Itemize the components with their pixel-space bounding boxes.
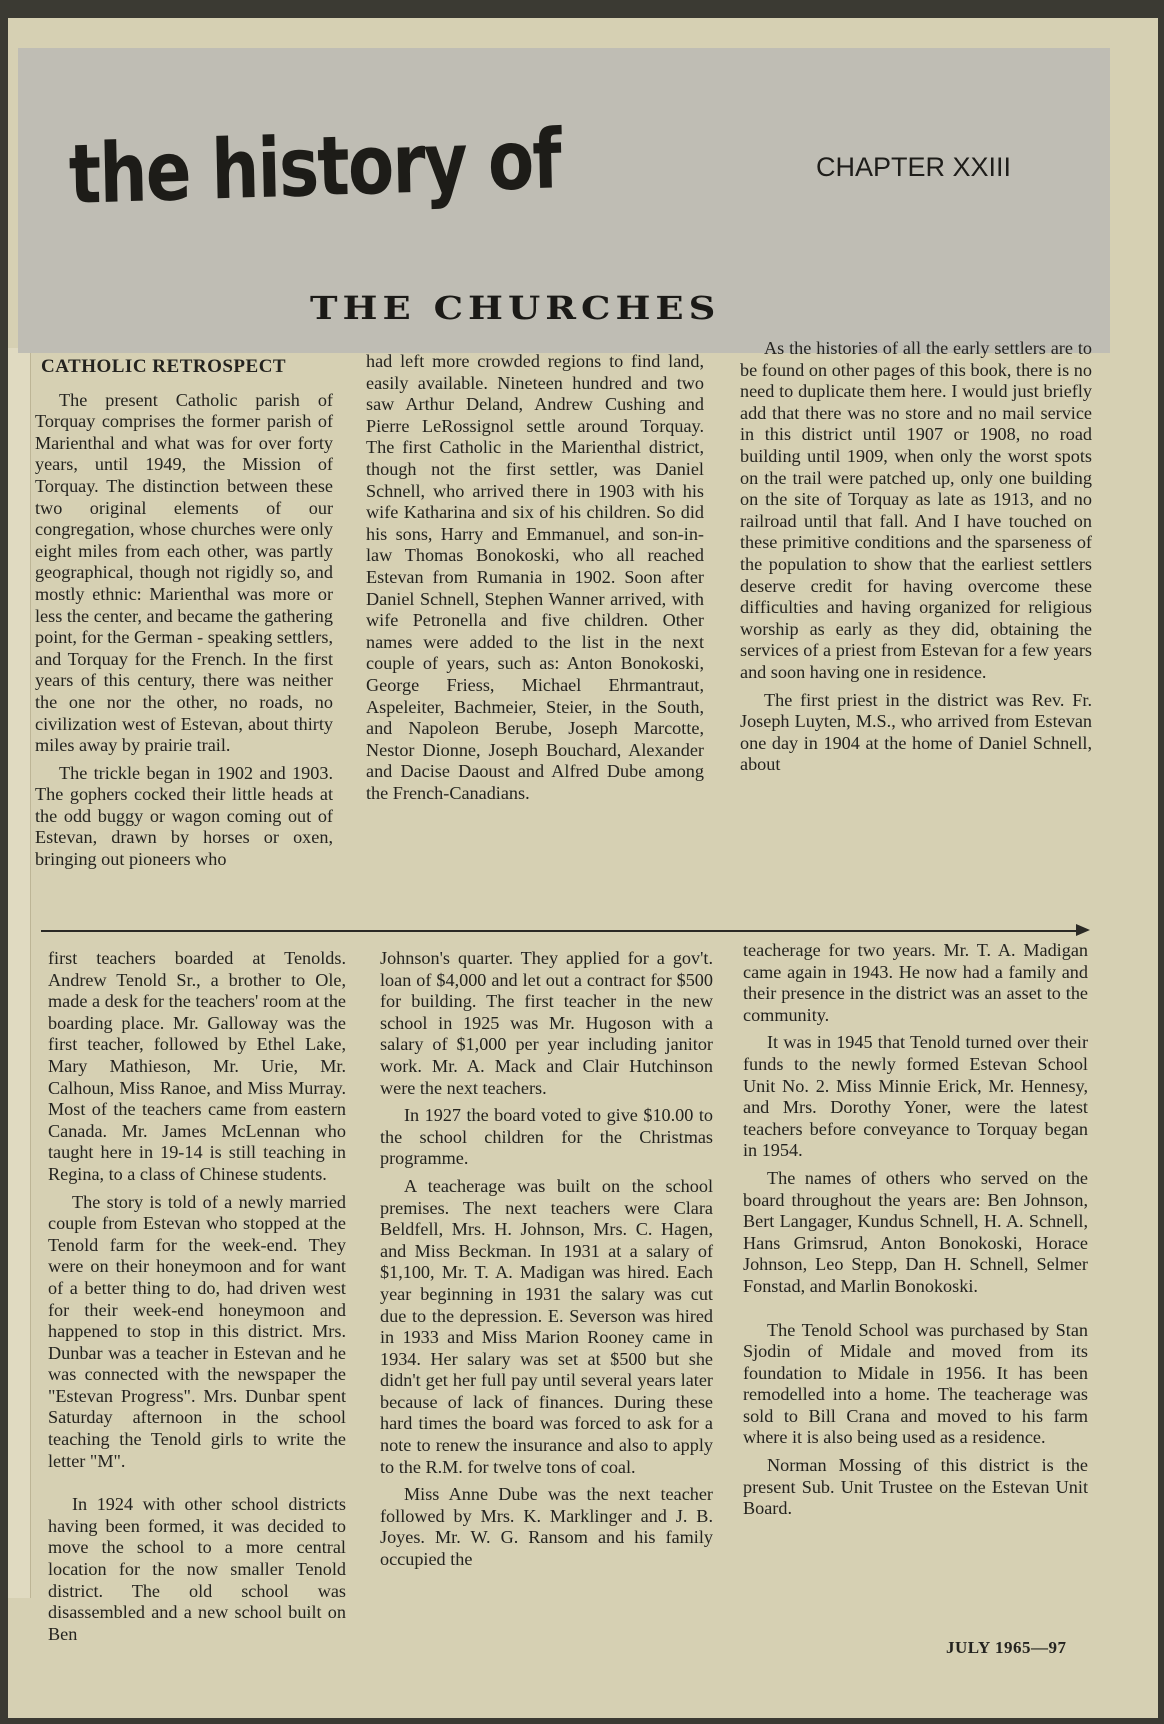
facing-page-edge bbox=[8, 348, 31, 1598]
paragraph: The present Catholic parish of Torquay comprises the former parish of Marienthal and what was for over forty years, until 1949, the Mission of Torquay. The distinction between these two original elements of our congregation, whose churches were only eight miles from each other, was partly geographical, though not rigidly so, and mostly ethnic: Marienthal was more or less the center, and became the gathering point, for the German - speaking settlers, and Torquay for the French. In the first years of this century, there was neither the one nor the other, no roads, no civilization west of Estevan, about thirty miles away by prairie trail. bbox=[35, 389, 333, 756]
chapter-header bbox=[18, 48, 1110, 353]
title-script: the history of bbox=[68, 112, 562, 223]
page-title: THE CHURCHES bbox=[310, 289, 721, 327]
divider-arrow-icon bbox=[1076, 924, 1090, 936]
paragraph: Johnson's quarter. They applied for a gov't. loan of $4,000 and let out a contract for $500 for building. The first teacher in the new school in 1925 was Mr. Hugoson with a salary of $1,000 per year including janitor work. Mr. A. Mack and Clair Hutchinson were the next teachers. bbox=[380, 948, 713, 1098]
section-divider bbox=[41, 930, 1081, 932]
book-page bbox=[8, 18, 1158, 1718]
paragraph: It was in 1945 that Tenold turned over their funds to the newly formed Estevan School Unit No. 2. Miss Minnie Erick, Mr. Hennesy, and Mrs. Dorothy Yoner, were the latest teachers before conveyance to Torquay began in 1954. bbox=[743, 1032, 1088, 1161]
paragraph: The Tenold School was purchased by Stan Sjodin of Midale and moved from its foundation to Midale in 1956. It has been remodelled into a home. The teacherage was sold to Bill Crana and moved to his farm where it is also being used as a residence. bbox=[743, 1319, 1088, 1448]
column-5 bbox=[380, 948, 713, 1571]
paragraph: first teachers boarded at Tenolds. Andrew Tenold Sr., a brother to Ole, made a desk for the teachers' room at the boarding place. Mr. Galloway was the first teacher, followed by Ethel Lake, Mary Mathieson, Mr. Urie, Mr. Calhoun, Miss Ranoe, and Miss Murray. Most of the teachers came from eastern Canada. Mr. James McLennan who taught here in 19-14 is still teaching in Regina, to a class of Chinese students. bbox=[48, 948, 346, 1184]
paragraph: As the histories of all the early settlers are to be found on other pages of this book, there is no need to duplicate them here. I would just briefly add that there was no store and no mail service in this district until 1907 or 1908, no road building until 1909, when only the worst spots on the trail were patched up, only one building on the site of Torquay as late as 1913, and no railroad until that fall. And I have touched on these primitive conditions and the sparseness of the population to show that the earliest settlers deserve credit for having overcome these difficulties and having organized for religious worship as early as they did, obtaining the services of a priest from Estevan for a few years and soon having one in residence. bbox=[740, 338, 1092, 682]
page-footer: JULY 1965—97 bbox=[946, 1638, 1067, 1657]
column-1 bbox=[35, 356, 333, 871]
column-6 bbox=[743, 940, 1088, 1520]
paragraph: The first priest in the district was Rev. Fr. Joseph Luyten, M.S., who arrived from Estevan one day in 1904 at the home of Daniel Schnell, about bbox=[740, 689, 1092, 775]
paragraph: The story is told of a newly married couple from Estevan who stopped at the Tenold farm for the week-end. They were on their honeymoon and for want of a better thing to do, had driven west for their week-end honeymoon and happened to stop in this district. Mrs. Dunbar was a teacher in Estevan and he was connected with the newspaper the "Estevan Progress". Mrs. Dunbar spent Saturday afternoon in the school teaching the Tenold girls to write the letter "M". bbox=[48, 1191, 346, 1471]
paragraph: Miss Anne Dube was the next teacher followed by Mrs. K. Marklinger and J. B. Joyes. Mr. W. G. Ransom and his family occupied the bbox=[380, 1484, 713, 1570]
column-3 bbox=[740, 338, 1092, 776]
paragraph: The names of others who served on the board throughout the years are: Ben Johnson, Bert Langager, Kundus Schnell, H. A. Schnell, Hans Grimsrud, Anton Bonokoski, Horace Johnson, Leo Stepp, Dan H. Schnell, Selmer Fonstad, and Marlin Bonokoski. bbox=[743, 1167, 1088, 1296]
section-heading: CATHOLIC RETROSPECT bbox=[41, 356, 287, 377]
paragraph: Norman Mossing of this district is the present Sub. Unit Trustee on the Estevan Unit Board. bbox=[743, 1455, 1088, 1519]
paragraph: In 1924 with other school districts having been formed, it was decided to move the school to a more central location for the now smaller Tenold district. The old school was disassembled and a new school built on Ben bbox=[48, 1494, 346, 1644]
column-4 bbox=[48, 948, 346, 1645]
column-2 bbox=[366, 351, 704, 804]
paragraph: A teacherage was built on the school premises. The next teachers were Clara Beldfell, Mrs. H. Johnson, Mrs. C. Hagen, and Miss Beckman. In 1931 at a salary of $1,100, Mr. T. A. Madigan was hired. Each year beginning in 1931 the salary was cut due to the depression. E. Severson was hired in 1933 and Miss Marion Rooney came in 1934. Her salary was set at $500 but she didn't get her full pay until several years later because of lack of finances. During these hard times the board was forced to ask for a note to renew the insurance and also to apply to the R.M. for twelve tons of coal. bbox=[380, 1175, 713, 1477]
paragraph: The trickle began in 1902 and 1903. The gophers cocked their little heads at the odd buggy or wagon coming out of Estevan, drawn by horses or oxen, bringing out pioneers who bbox=[35, 762, 333, 870]
chapter-number: CHAPTER XXIII bbox=[816, 152, 1012, 182]
paragraph: teacherage for two years. Mr. T. A. Madigan came again in 1943. He now had a family and their presence in the district was an asset to the community. bbox=[743, 940, 1088, 1025]
paragraph: In 1927 the board voted to give $10.00 to the school children for the Christmas programme. bbox=[380, 1105, 713, 1169]
paragraph: had left more crowded regions to find land, easily available. Nineteen hundred and two saw Arthur Deland, Andrew Cushing and Pierre LeRossignol settle around Torquay. The first Catholic in the Marienthal district, though not the first settler, was Daniel Schnell, who arrived there in 1903 with his wife Katharina and six of his children. So did his sons, Harry and Emmanuel, and son-in-law Thomas Bonokoski, who all reached Estevan from Rumania in 1902. Soon after Daniel Schnell, Stephen Wanner arrived, with wife Petronella and five children. Other names were added to the list in the next couple of years, such as: Anton Bonokoski, George Friess, Michael Ehrmantraut, Aspeleiter, Bachmeier, Steier, in the South, and Napoleon Berube, Joseph Marcotte, Nestor Dionne, Joseph Bouchard, Alexander and Dacise Daoust and Alfred Dube among the French-Canadians. bbox=[366, 351, 704, 803]
